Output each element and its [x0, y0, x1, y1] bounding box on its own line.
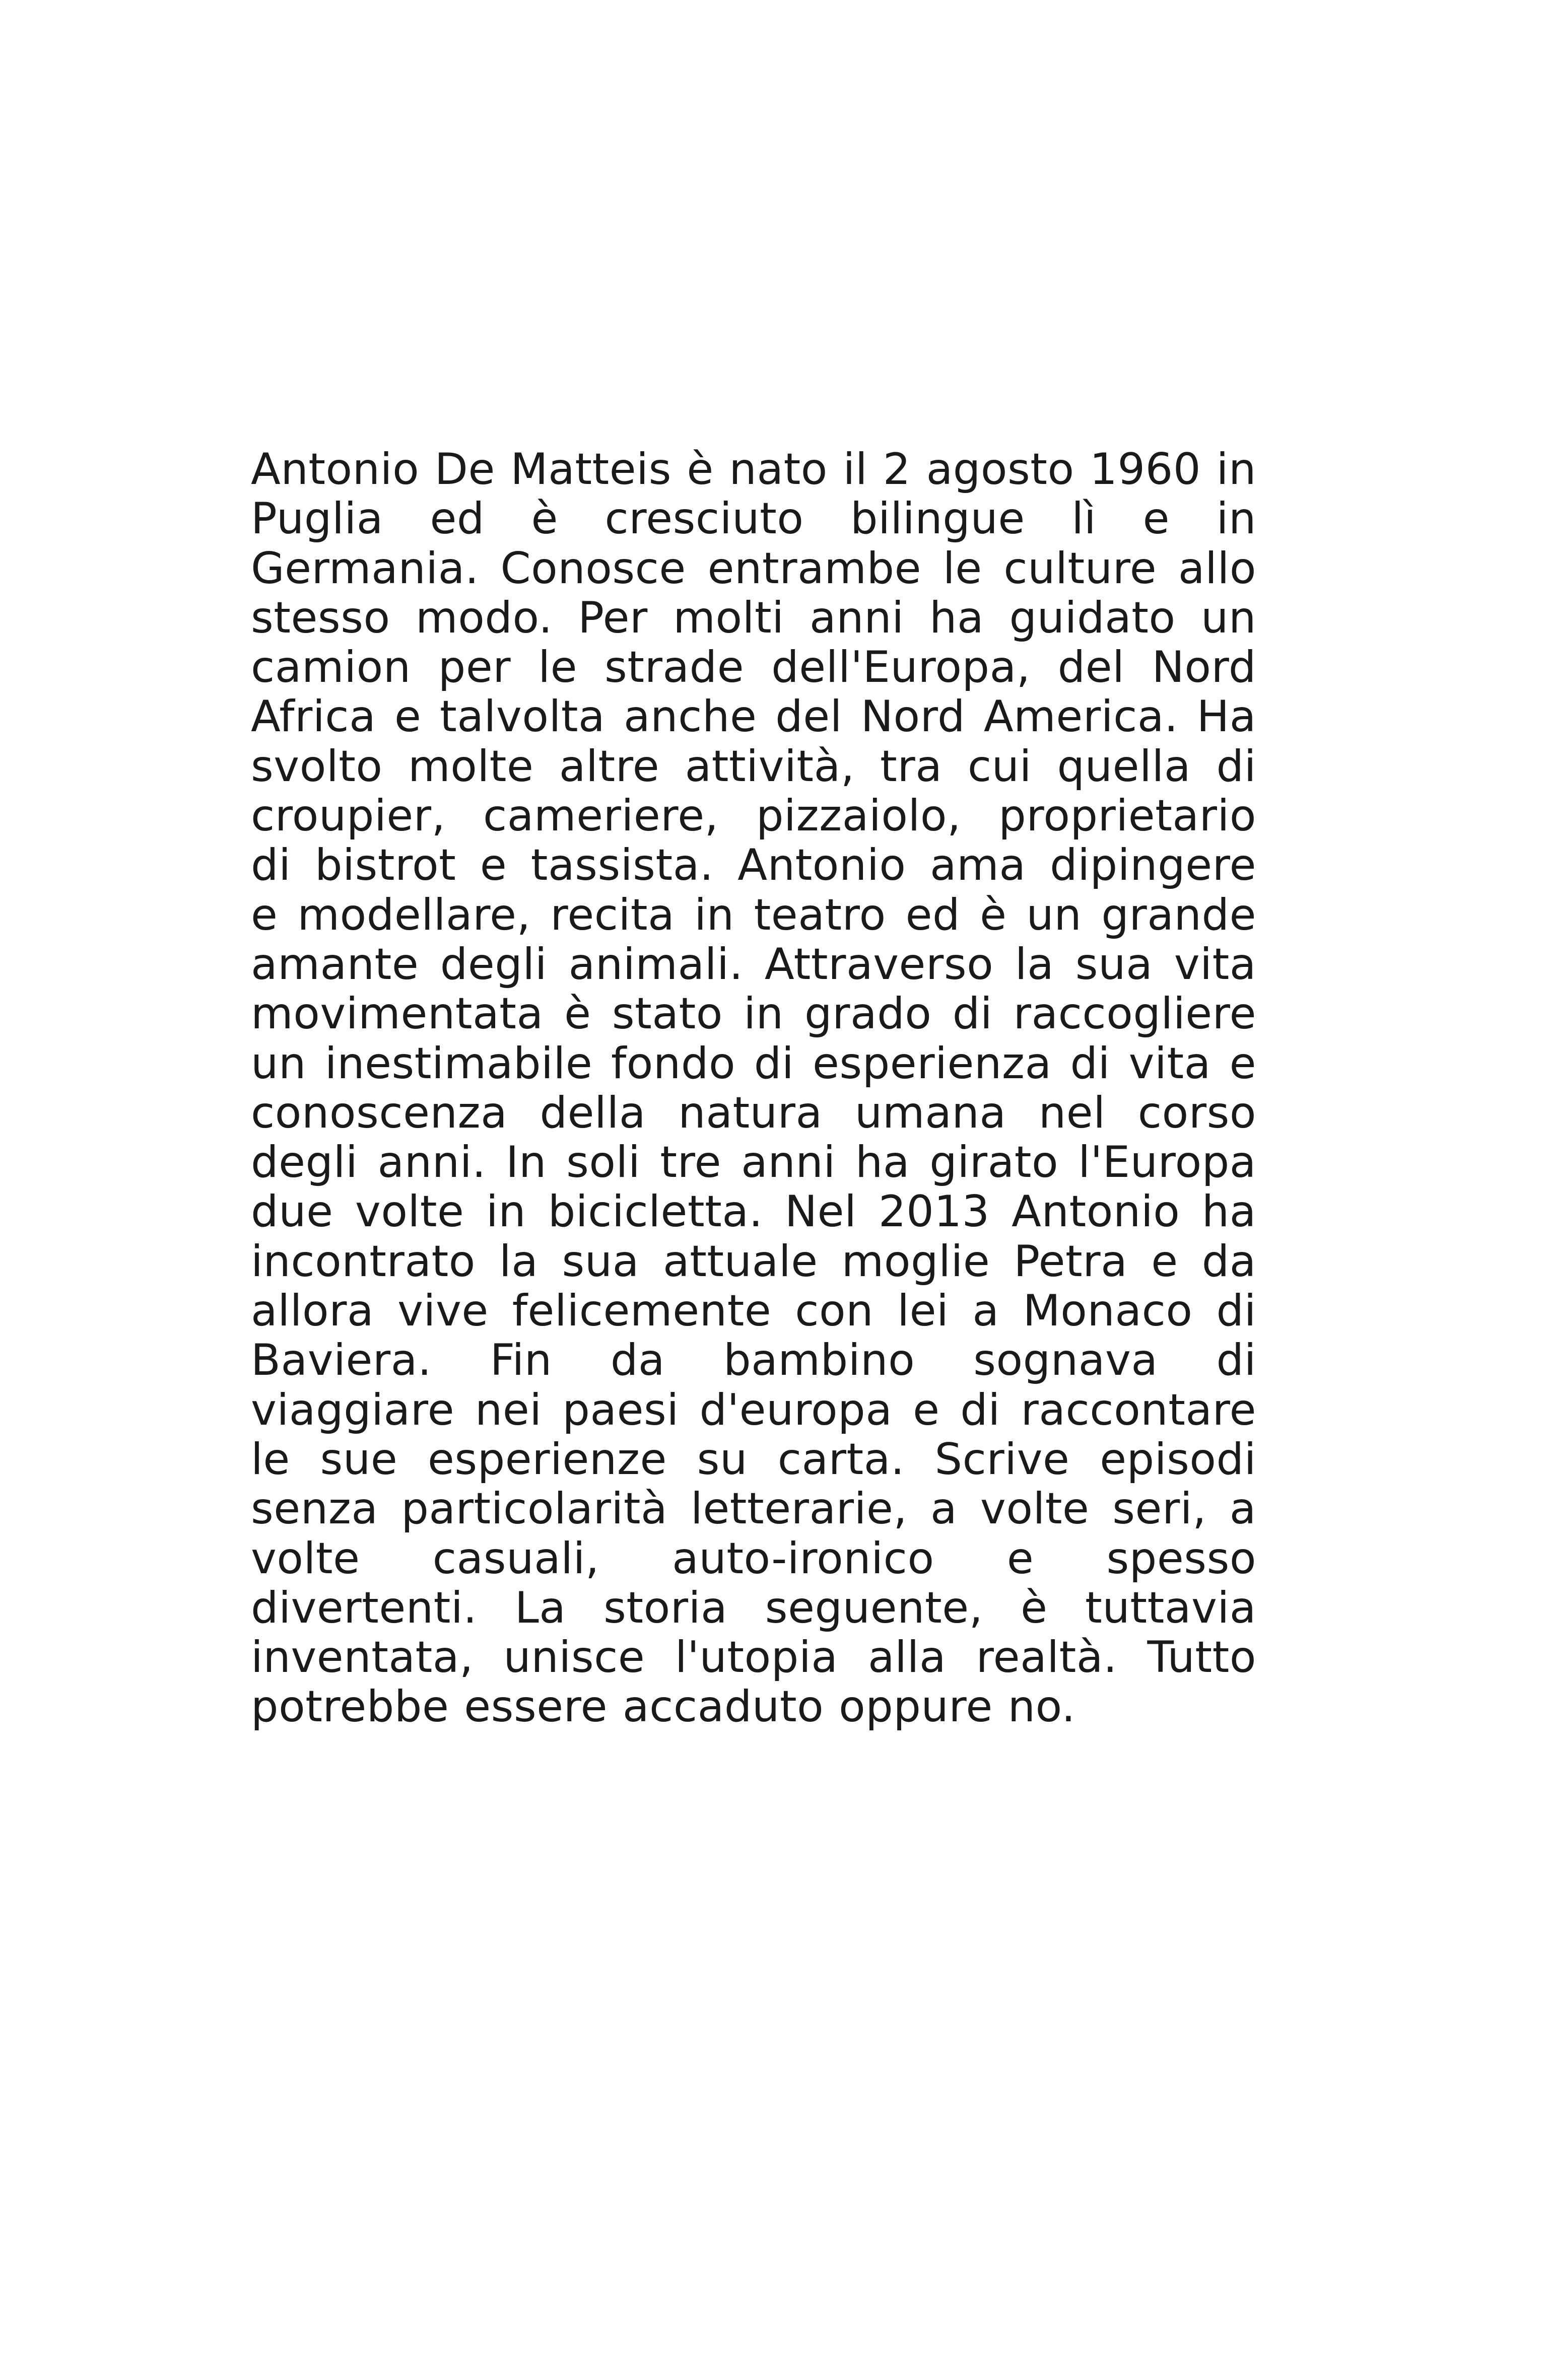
- bio-line: senza particolarità letterarie, a volte seri, a: [251, 1484, 1256, 1534]
- bio-line: Africa e talvolta anche del Nord America. Ha: [251, 692, 1256, 742]
- bio-line: e modellare, recita in teatro ed è un grande: [251, 890, 1256, 940]
- bio-line: divertenti. La storia seguente, è tuttavia: [251, 1583, 1256, 1633]
- bio-line: amante degli animali. Attraverso la sua vita: [251, 939, 1256, 990]
- bio-line: svolto molte altre attività, tra cui quella di: [251, 741, 1256, 792]
- bio-line: volte casuali, auto-ironico e spesso: [251, 1533, 1256, 1583]
- bio-line: stesso modo. Per molti anni ha guidato un: [251, 593, 1256, 643]
- bio-line: due volte in bicicletta. Nel 2013 Antonio ha: [251, 1187, 1256, 1237]
- bio-line: camion per le strade dell'Europa, del Nord: [251, 643, 1256, 692]
- bio-line: Germania. Conosce entrambe le culture allo: [251, 543, 1256, 593]
- author-bio-paragraph: [251, 445, 1256, 1732]
- bio-line: le sue esperienze su carta. Scrive episodi: [251, 1434, 1256, 1485]
- bio-line: incontrato la sua attuale moglie Petra e da: [251, 1236, 1256, 1287]
- bio-line: viaggiare nei paesi d'europa e di raccontare: [251, 1385, 1256, 1435]
- bio-line: conoscenza della natura umana nel corso: [251, 1088, 1256, 1138]
- bio-line: allora vive felicemente con lei a Monaco di: [251, 1286, 1256, 1336]
- bio-line: movimentata è stato in grado di raccogliere: [251, 989, 1256, 1039]
- bio-line: Baviera. Fin da bambino sognava di: [251, 1336, 1256, 1385]
- bio-line: un inestimabile fondo di esperienza di vita e: [251, 1038, 1256, 1088]
- bio-line-last: potrebbe essere accaduto oppure no.: [251, 1682, 1076, 1732]
- bio-line: degli anni. In soli tre anni ha girato l'Europa: [251, 1138, 1256, 1187]
- bio-line: di bistrot e tassista. Antonio ama dipingere: [251, 841, 1256, 890]
- bio-line: inventata, unisce l'utopia alla realtà. Tutto: [251, 1633, 1256, 1683]
- bio-line: Puglia ed è cresciuto bilingue lì e in: [251, 494, 1256, 544]
- bio-line: croupier, cameriere, pizzaiolo, proprietario: [251, 791, 1256, 841]
- bio-line: Antonio De Matteis è nato il 2 agosto 1960 in: [251, 445, 1256, 495]
